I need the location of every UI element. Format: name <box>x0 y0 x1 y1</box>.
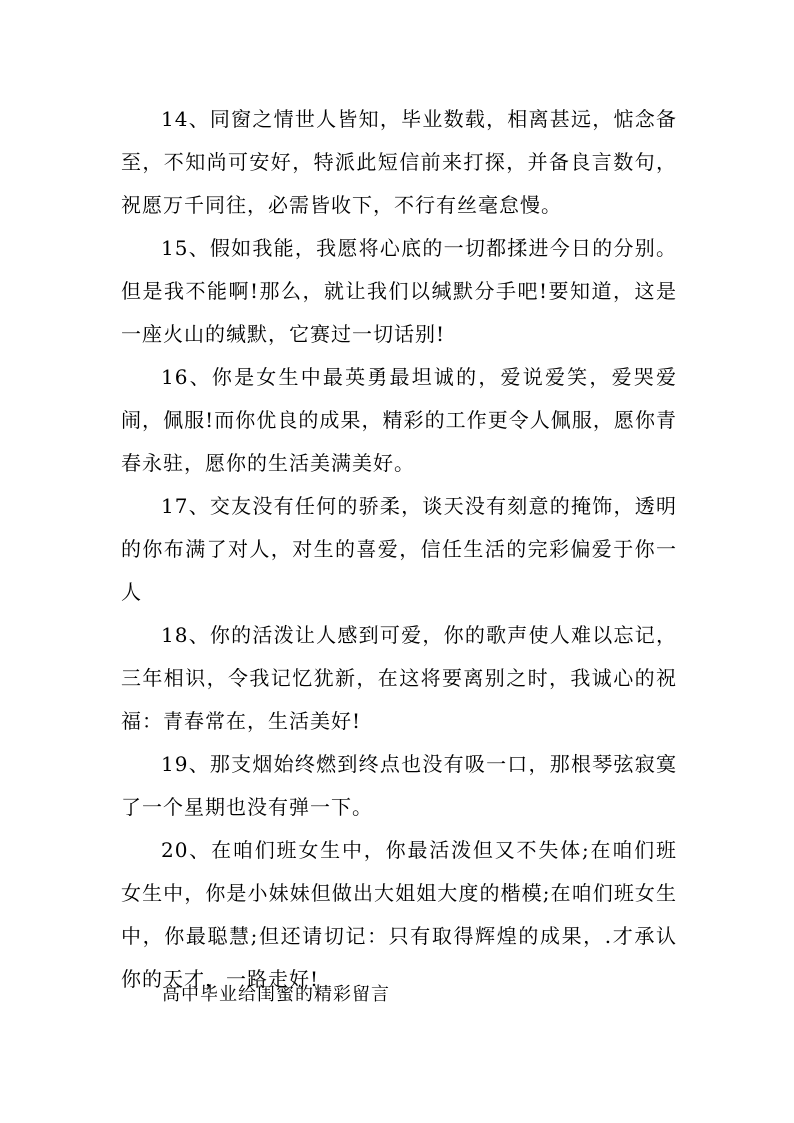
paragraph-17: 17、交友没有任何的骄柔，谈天没有刻意的掩饰，透明的你布满了对人，对生的喜爱，信任生活的完彩偏爱于你一人 <box>121 494 677 604</box>
paragraph-20: 20、在咱们班女生中，你最活泼但又不失体;在咱们班女生中，你是小妹妹但做出大姐姐大度的楷模;在咱们班女生中，你最聪慧;但还请切记：只有取得辉煌的成果，.才承认你的天才，一路走好! <box>121 838 677 991</box>
paragraph-18: 18、你的活泼让人感到可爱，你的歌声使人难以忘记，三年相识，令我记忆犹新，在这将要离别之时，我诚心的祝福：青春常在，生活美好! <box>121 623 677 733</box>
section-subtitle: 高中毕业给闺蜜的精彩留言 <box>162 984 390 1005</box>
paragraph-15: 15、假如我能，我愿将心底的一切都揉进今日的分别。但是我不能啊!那么，就让我们以缄默分手吧!要知道，这是一座火山的缄默，它赛过一切话别! <box>121 236 677 346</box>
paragraph-19: 19、那支烟始终燃到终点也没有吸一口，那根琴弦寂寞了一个星期也没有弹一下。 <box>121 752 677 819</box>
paragraph-14: 14、同窗之情世人皆知，毕业数载，相离甚远，惦念备至，不知尚可安好，特派此短信前来打探，并备良言数句，祝愿万千同往，必需皆收下，不行有丝毫怠慢。 <box>121 107 677 217</box>
paragraph-16: 16、你是女生中最英勇最坦诚的，爱说爱笑，爱哭爱闹，佩服!而你优良的成果，精彩的工作更令人佩服，愿你青春永驻，愿你的生活美满美好。 <box>121 365 677 475</box>
document-body <box>121 98 677 1001</box>
